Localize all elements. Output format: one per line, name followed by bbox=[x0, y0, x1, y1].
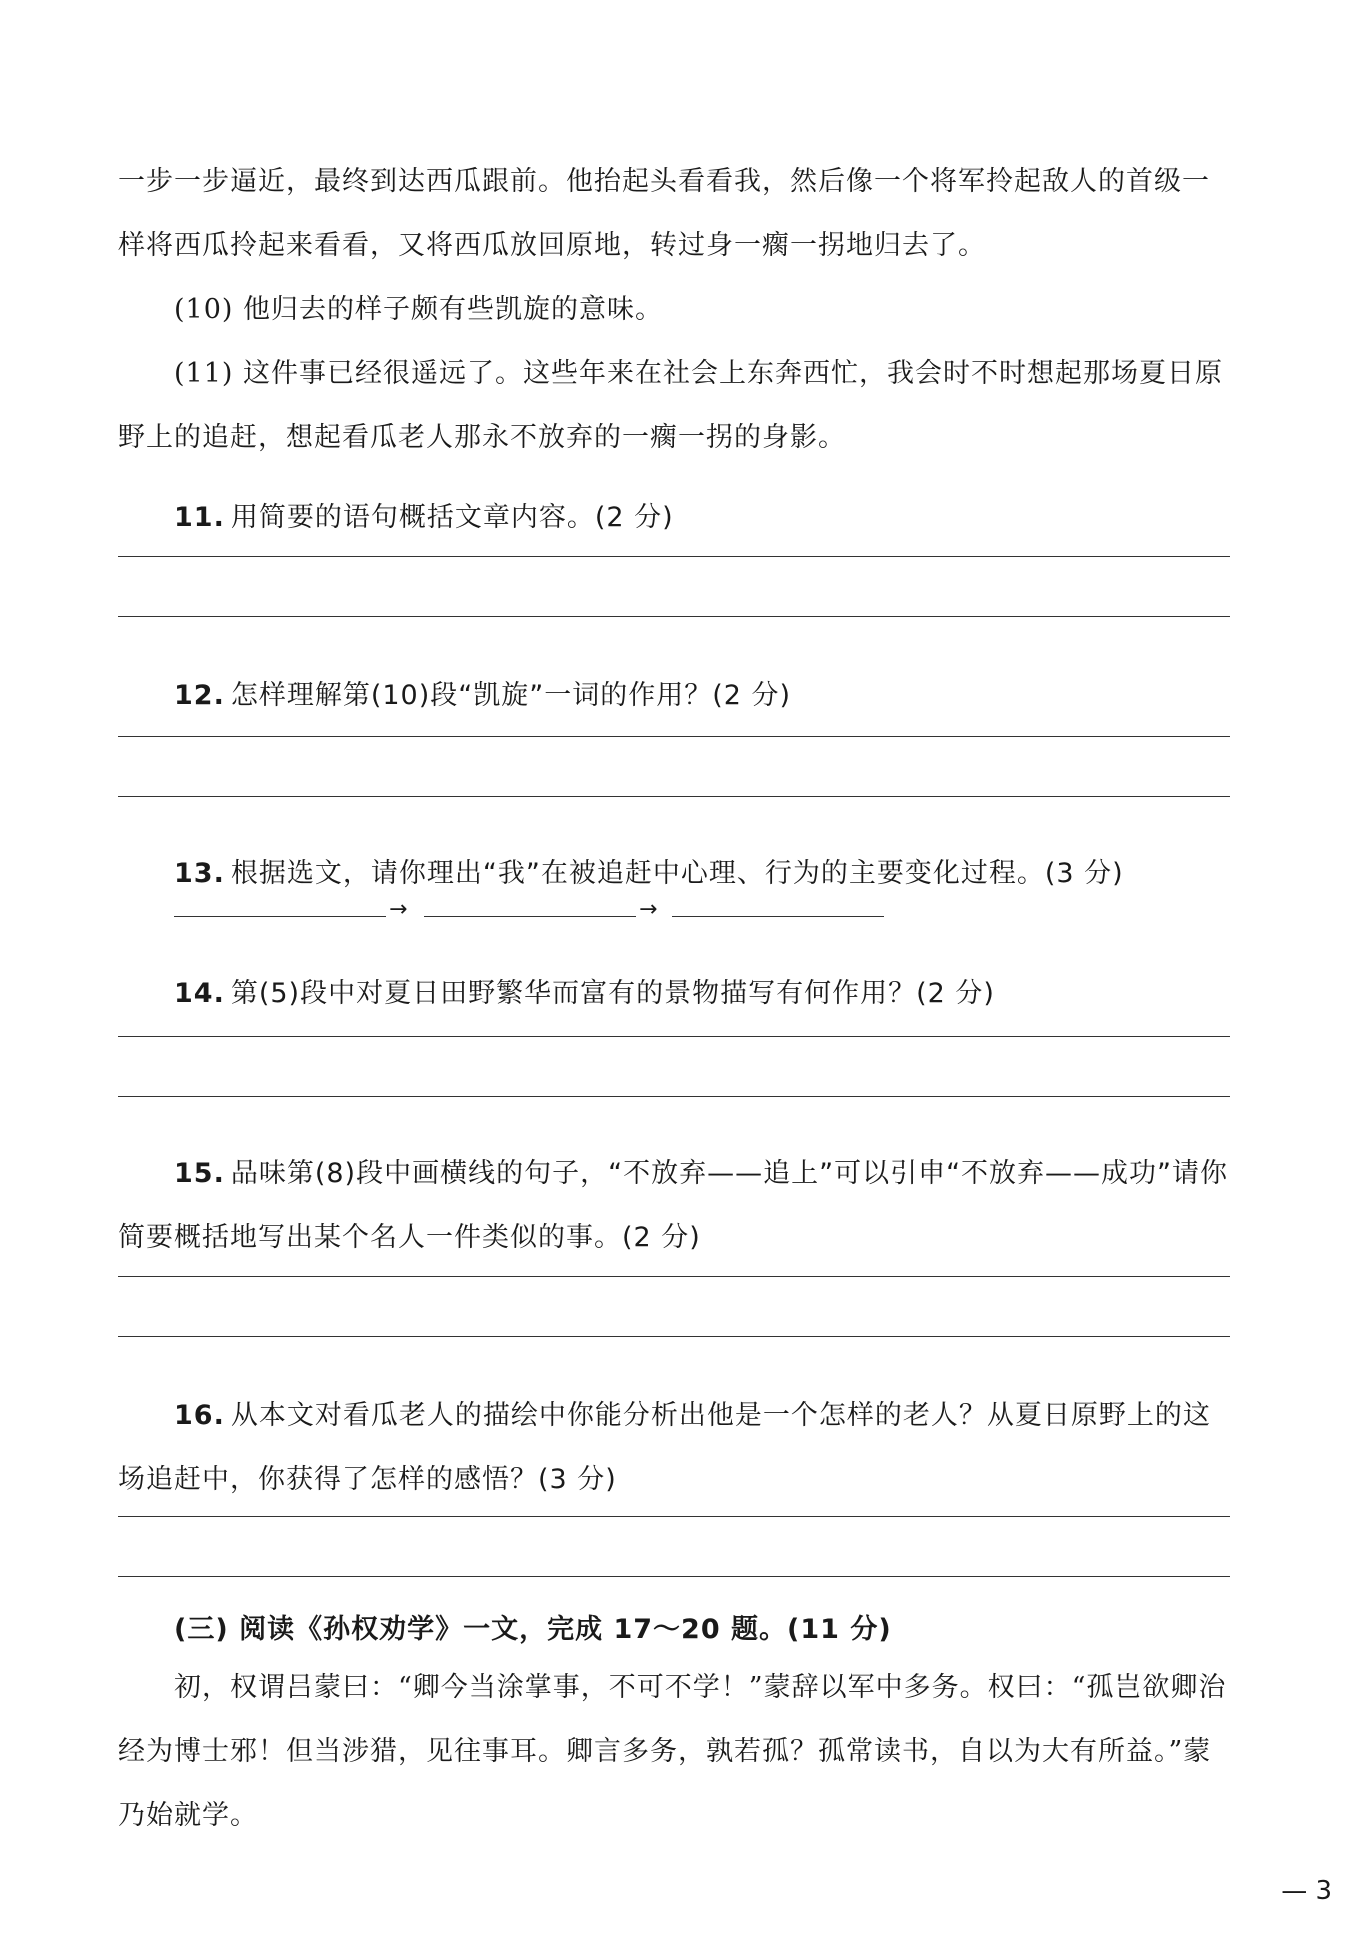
classical-text: 初，权谓吕蒙曰：“卿今当涂掌事，不可不学！”蒙辞以军中多务。权曰：“孤岂欲卿治经为博士邪！但当涉猎，见往事耳。卿言多务，孰若孤？孤常读书，自以为大有所益。”蒙乃始就学。 bbox=[118, 1672, 1227, 1831]
question-12 bbox=[118, 664, 1230, 728]
answer-line[interactable] bbox=[118, 1516, 1230, 1517]
blank-step-2[interactable] bbox=[424, 916, 636, 917]
blank-step-3[interactable] bbox=[672, 916, 884, 917]
question-number: 11. bbox=[174, 502, 225, 533]
passage-paragraph-11: (11) 这件事已经很遥远了。这些年来在社会上东奔西忙，我会时不时想起那场夏日原野上的追赶，想起看瓜老人那永不放弃的一瘸一拐的身影。 bbox=[118, 358, 1224, 453]
section-heading: (三) 阅读《孙权劝学》一文，完成 17～20 题。(11 分) bbox=[174, 1614, 892, 1645]
answer-line[interactable] bbox=[118, 736, 1230, 737]
question-number: 13. bbox=[174, 858, 225, 889]
question-text: 怎样理解第(10)段“凯旋”一词的作用？(2 分) bbox=[230, 680, 792, 711]
question-11 bbox=[118, 486, 1230, 550]
question-13 bbox=[118, 842, 1230, 906]
blank-step-1[interactable] bbox=[174, 916, 386, 917]
question-number: 15. bbox=[174, 1158, 225, 1189]
page-number: — 3 bbox=[1281, 1876, 1332, 1906]
answer-line[interactable] bbox=[118, 1336, 1230, 1337]
arrow-icon: → bbox=[389, 897, 408, 922]
question-text: 从本文对看瓜老人的描绘中你能分析出他是一个怎样的老人？从夏日原野上的这场追赶中，你获得了怎样的感悟？(3 分) bbox=[118, 1400, 1211, 1495]
question-text: 用简要的语句概括文章内容。(2 分) bbox=[230, 502, 674, 533]
question-number: 12. bbox=[174, 680, 225, 711]
question-text: 根据选文，请你理出“我”在被追赶中心理、行为的主要变化过程。(3 分) bbox=[230, 858, 1124, 889]
arrow-icon: → bbox=[639, 897, 658, 922]
question-14 bbox=[118, 962, 1230, 1026]
passage-paragraph-9-tail: 一步一步逼近，最终到达西瓜跟前。他抬起头看看我，然后像一个将军拎起敌人的首级一样将西瓜拎起来看看，又将西瓜放回原地，转过身一瘸一拐地归去了。 bbox=[118, 166, 1210, 261]
question-number: 14. bbox=[174, 978, 225, 1009]
question-15 bbox=[118, 1142, 1230, 1270]
question-text: 第(5)段中对夏日田野繁华而富有的景物描写有何作用？(2 分) bbox=[230, 978, 995, 1009]
answer-line[interactable] bbox=[118, 1036, 1230, 1037]
answer-line[interactable] bbox=[118, 1096, 1230, 1097]
answer-line[interactable] bbox=[118, 796, 1230, 797]
question-number: 16. bbox=[174, 1400, 225, 1431]
answer-line[interactable] bbox=[118, 556, 1230, 557]
passage-paragraph-10: (10) 他归去的样子颇有些凯旋的意味。 bbox=[174, 294, 664, 325]
question-text: 品味第(8)段中画横线的句子，“不放弃——追上”可以引申“不放弃——成功”请你简要概括地写出某个名人一件类似的事。(2 分) bbox=[118, 1158, 1229, 1253]
answer-line[interactable] bbox=[118, 1576, 1230, 1577]
answer-line[interactable] bbox=[118, 1276, 1230, 1277]
question-16 bbox=[118, 1384, 1230, 1512]
answer-line[interactable] bbox=[118, 616, 1230, 617]
